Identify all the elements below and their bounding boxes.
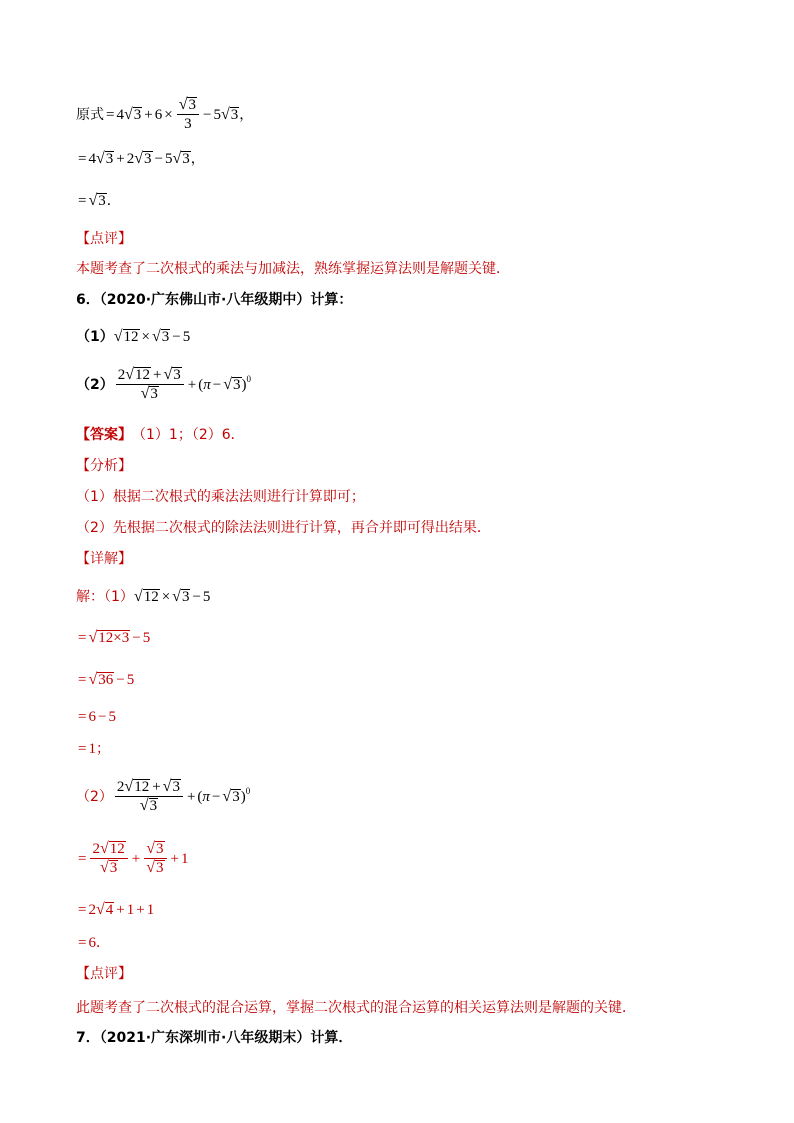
- solution-2-step-1: = 2 √ 12 √ 3 + √ 3 √ 3 + 1: [78, 840, 189, 876]
- question-7-title: 7．（2021·广东深圳市·八年级期末）计算．: [76, 1030, 353, 1046]
- text-yuanshi: 原式: [76, 106, 104, 123]
- dianping-label-2: 【点评】: [76, 966, 132, 982]
- math-expr-2: = 4 √ 3 + 2 √ 3 − 5 √ 3: [78, 150, 190, 167]
- fenxi-line-2: （2）先根据二次根式的除法法则进行计算，再合并即可得出结果．: [76, 520, 491, 536]
- formula-line-2: = 4 √ 3 + 2 √ 3 − 5 √ 3 ，: [76, 148, 205, 170]
- question-6-title: 6．（2020·广东佛山市·八年级期中）计算：: [76, 292, 353, 308]
- answer-line: [76, 424, 245, 446]
- question-6-part-1: （1） √ 12 × √ 3 − 5: [76, 328, 191, 345]
- answer-text: （1）1；（2）6．: [132, 427, 245, 443]
- math-expr-1: = 4 √ 3 + 6 × √ 3 3 − 5 √ 3: [106, 96, 239, 132]
- xiangjie-label: 【详解】: [76, 551, 132, 567]
- formula-line-3: = √ 3 ．: [76, 190, 121, 212]
- solution-1-step-3: = 6 − 5: [78, 709, 116, 725]
- solution-1-step-1: = √ 12×3 − 5: [78, 629, 151, 646]
- formula-line-1: 原式 = 4 √ 3 + 6 × √ 3 3 − 5 √ 3 ，: [76, 96, 254, 132]
- solution-1-start: 解：（1） √ 12 × √ 3 − 5: [76, 588, 211, 605]
- math-expr-3: = √ 3: [78, 192, 106, 209]
- answer-label: 【答案】: [76, 427, 132, 443]
- sqrt-sign: √ 3: [123, 105, 142, 123]
- dianping-text-2: 此题考查了二次根式的混合运算，掌握二次根式的混合运算的相关运算法则是解题的关键．: [76, 1000, 636, 1016]
- solution-2-result: = 6 ．: [78, 935, 110, 951]
- solution-2-step-2: = 2 √ 4 + 1 + 1: [78, 901, 155, 918]
- question-6-part-2: （2） 2 √ 12 + √ 3 √ 3 + ( π − √ 3 ) $^0$: [76, 366, 252, 402]
- solution-2-start: （2） 2 √ 12 + √ 3 √ 3 + ( π − √ 3 ) $^0$: [76, 778, 251, 814]
- solution-1-result: = 1 ；: [78, 741, 110, 757]
- fenxi-line-1: （1）根据二次根式的乘法法则进行计算即可；: [76, 489, 365, 505]
- solution-1-step-2: = √ 36 − 5: [78, 671, 135, 688]
- dianping-text-1: 本题考查了二次根式的乘法与加减法，熟练掌握运算法则是解题关键．: [76, 261, 510, 277]
- fraction: √ 3 3: [177, 96, 199, 133]
- dianping-label-1: 【点评】: [76, 231, 132, 247]
- fenxi-label: 【分析】: [76, 458, 132, 474]
